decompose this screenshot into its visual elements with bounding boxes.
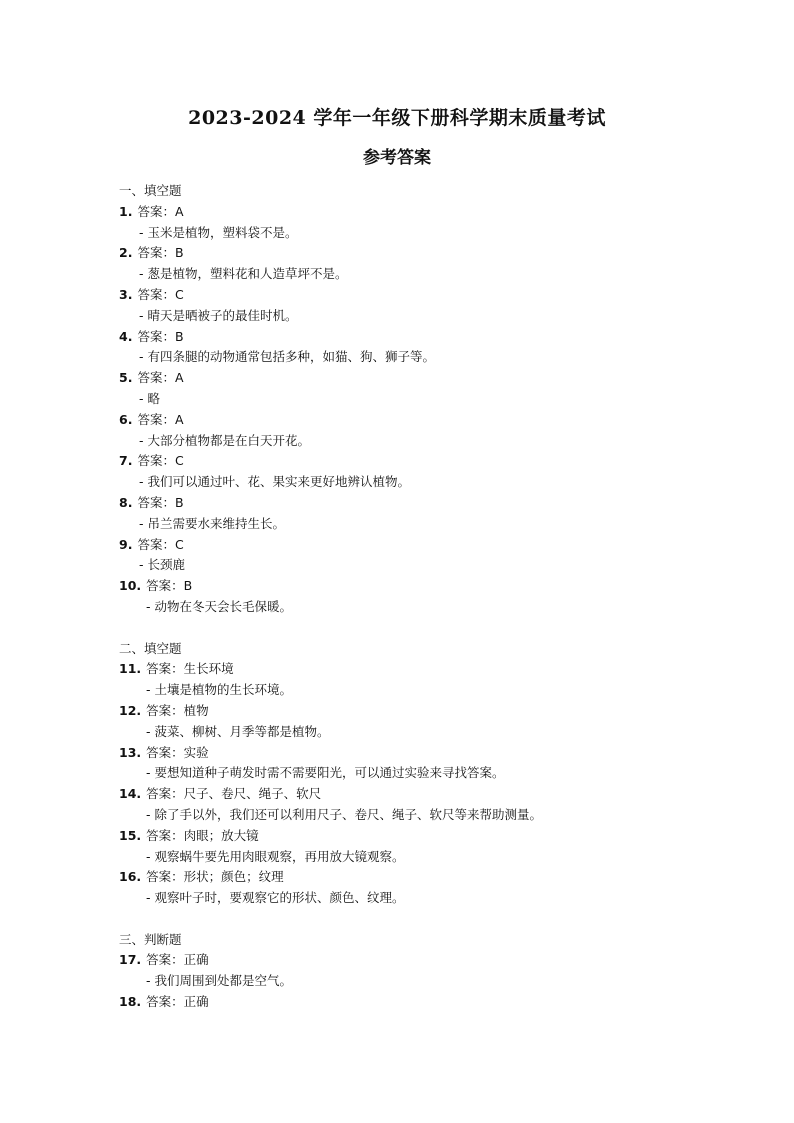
explanation-text: - 菠菜、柳树、月季等都是植物。 <box>146 723 330 739</box>
answer-row <box>119 867 719 888</box>
question-number: 17. <box>119 952 142 968</box>
answer-row <box>119 743 719 764</box>
explanation-text: - 长颈鹿 <box>139 557 185 573</box>
answer-row <box>119 992 719 1013</box>
question-number: 3. <box>119 286 133 302</box>
answer-text: 答案：A <box>137 203 184 219</box>
answer-row <box>119 410 719 431</box>
answer-row <box>119 368 719 389</box>
page-subtitle: 参考答案 <box>363 148 431 168</box>
answer-row <box>119 285 719 306</box>
explanation-text: - 除了手以外，我们还可以利用尺子、卷尺、绳子、软尺等来帮助测量。 <box>146 806 542 822</box>
explanation-text: - 吊兰需要水来维持生长。 <box>139 515 285 531</box>
answer-text: 答案：尺子、卷尺、绳子、软尺 <box>146 786 322 802</box>
section-spacer <box>119 909 719 930</box>
answer-text: 答案：C <box>137 286 184 302</box>
question-number: 1. <box>119 203 133 219</box>
explanation-text: - 我们可以通过叶、花、果实来更好地辨认植物。 <box>139 474 410 490</box>
answer-row <box>119 950 719 971</box>
section-heading-1: 一、填空题 <box>119 183 182 198</box>
answer-text: 答案：肉眼；放大镜 <box>146 827 259 843</box>
answer-text: 答案：生长环境 <box>146 661 234 677</box>
question-number: 9. <box>119 536 133 552</box>
question-number: 6. <box>119 411 133 427</box>
question-number: 4. <box>119 328 133 344</box>
answer-text: 答案：C <box>137 536 184 552</box>
explanation-text: - 我们周围到处都是空气。 <box>146 973 292 989</box>
answer-text: 答案：B <box>146 578 193 594</box>
explanation-text: - 有四条腿的动物通常包括多种，如猫、狗、狮子等。 <box>139 349 435 365</box>
explanation-text: - 要想知道种子萌发时需不需要阳光，可以通过实验来寻找答案。 <box>146 765 505 781</box>
answer-row <box>119 493 719 514</box>
section-heading-2: 二、填空题 <box>119 640 182 656</box>
explanation-text: - 动物在冬天会长毛保暖。 <box>146 598 292 614</box>
question-number: 14. <box>119 786 142 802</box>
explanation-text: - 晴天是晒被子的最佳时机。 <box>139 307 298 323</box>
question-number: 11. <box>119 661 142 677</box>
answer-text: 答案：B <box>137 328 184 344</box>
question-number: 10. <box>119 578 142 594</box>
section-heading-3: 三、判断题 <box>119 931 182 947</box>
section-spacer <box>119 618 719 639</box>
answer-text: 答案：B <box>137 245 184 261</box>
answer-text: 答案：实验 <box>146 744 209 760</box>
answer-list <box>119 181 719 1013</box>
question-number: 13. <box>119 744 142 760</box>
question-number: 12. <box>119 702 142 718</box>
question-number: 5. <box>119 370 133 386</box>
answer-row <box>119 243 719 264</box>
answer-text: 答案：C <box>137 453 184 469</box>
question-number: 18. <box>119 994 142 1010</box>
answer-row <box>119 701 719 722</box>
answer-row <box>119 659 719 680</box>
answer-text: 答案：植物 <box>146 702 209 718</box>
explanation-text: - 大部分植物都是在白天开花。 <box>139 432 310 448</box>
explanation-text: - 葱是植物，塑料花和人造草坪不是。 <box>139 266 348 282</box>
explanation-text: - 观察叶子时，要观察它的形状、颜色、纹理。 <box>146 890 405 906</box>
answer-row <box>119 784 719 805</box>
question-number: 16. <box>119 869 142 885</box>
explanation-text: - 观察蜗牛要先用肉眼观察，再用放大镜观察。 <box>146 848 405 864</box>
answer-text: 答案：正确 <box>146 952 209 968</box>
answer-text: 答案：A <box>137 370 184 386</box>
answer-row <box>119 202 719 223</box>
answer-row <box>119 576 719 597</box>
answer-text: 答案：A <box>137 411 184 427</box>
question-number: 8. <box>119 494 133 510</box>
explanation-text: - 略 <box>139 390 160 406</box>
answer-text: 答案：正确 <box>146 994 209 1010</box>
answer-row <box>119 535 719 556</box>
explanation-text: - 玉米是植物，塑料袋不是。 <box>139 224 298 240</box>
answer-row <box>119 327 719 348</box>
answer-row <box>119 451 719 472</box>
question-number: 7. <box>119 453 133 469</box>
answer-text: 答案：B <box>137 494 184 510</box>
page-title: 2023-2024 学年一年级下册科学期末质量考试 <box>188 107 606 129</box>
answer-text: 答案：形状；颜色；纹理 <box>146 869 284 885</box>
question-number: 15. <box>119 827 142 843</box>
answer-row <box>119 826 719 847</box>
explanation-text: - 土壤是植物的生长环境。 <box>146 682 292 698</box>
question-number: 2. <box>119 245 133 261</box>
